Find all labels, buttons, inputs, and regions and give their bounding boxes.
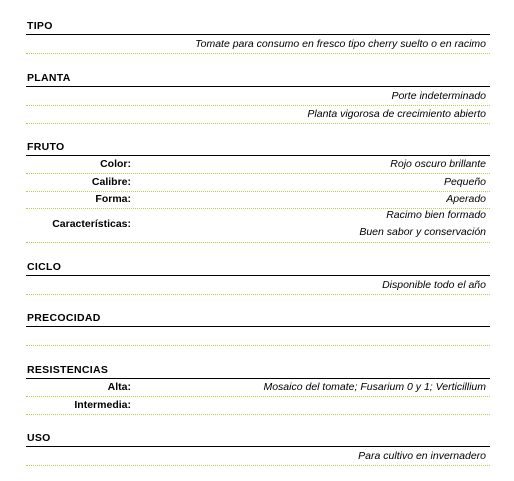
dotted-divider — [26, 294, 490, 295]
row-value: Tomate para consumo en fresco tipo cherry suelto o en racimo — [195, 38, 486, 50]
color-row — [26, 156, 490, 173]
section-title: TIPO — [27, 20, 53, 32]
dotted-divider — [26, 53, 490, 54]
dotted-divider — [26, 242, 490, 243]
row-label: Forma: — [95, 193, 131, 205]
caracteristicas-row — [26, 208, 490, 242]
section-rule — [26, 275, 490, 276]
row-value: Para cultivo en invernadero — [358, 450, 486, 462]
section-rule — [26, 86, 490, 87]
section-title: CICLO — [27, 261, 62, 273]
row-label: Características: — [52, 218, 131, 230]
row-value: Aperado — [446, 193, 486, 205]
row-value: Pequeño — [443, 176, 486, 188]
row-label: Intermedia: — [74, 399, 131, 411]
info-row — [26, 448, 490, 465]
info-row — [26, 88, 490, 105]
forma-row — [26, 191, 490, 208]
dotted-divider — [26, 345, 490, 346]
info-row — [26, 328, 490, 345]
row-label: Calibre: — [91, 176, 131, 188]
info-row — [26, 36, 490, 53]
dotted-divider — [26, 123, 490, 124]
row-value: Buen sabor y conservación — [359, 226, 486, 238]
row-value: Rojo oscuro brillante — [390, 158, 486, 170]
info-row — [26, 106, 490, 123]
section-rule — [26, 326, 490, 327]
section-rule — [26, 34, 490, 35]
section-title: RESISTENCIAS — [27, 364, 109, 376]
calibre-row — [26, 174, 490, 191]
row-value: Racimo bien formado — [386, 209, 486, 221]
alta-row — [26, 379, 490, 396]
intermedia-row — [26, 397, 490, 414]
row-value: Disponible todo el año — [382, 279, 486, 291]
row-label: Alta: — [107, 381, 131, 393]
row-value: Porte indeterminado — [391, 90, 486, 102]
section-title: PLANTA — [27, 72, 71, 84]
info-row — [26, 277, 490, 294]
row-label: Color: — [100, 158, 131, 170]
row-value: Planta vigorosa de crecimiento abierto — [307, 108, 486, 120]
dotted-divider — [26, 465, 490, 466]
row-value: Mosaico del tomate; Fusarium 0 y 1; Verticillium — [263, 381, 486, 393]
section-title: USO — [27, 432, 51, 444]
section-rule — [26, 446, 490, 447]
section-title: PRECOCIDAD — [27, 312, 101, 324]
dotted-divider — [26, 414, 490, 415]
section-title: FRUTO — [27, 141, 65, 153]
